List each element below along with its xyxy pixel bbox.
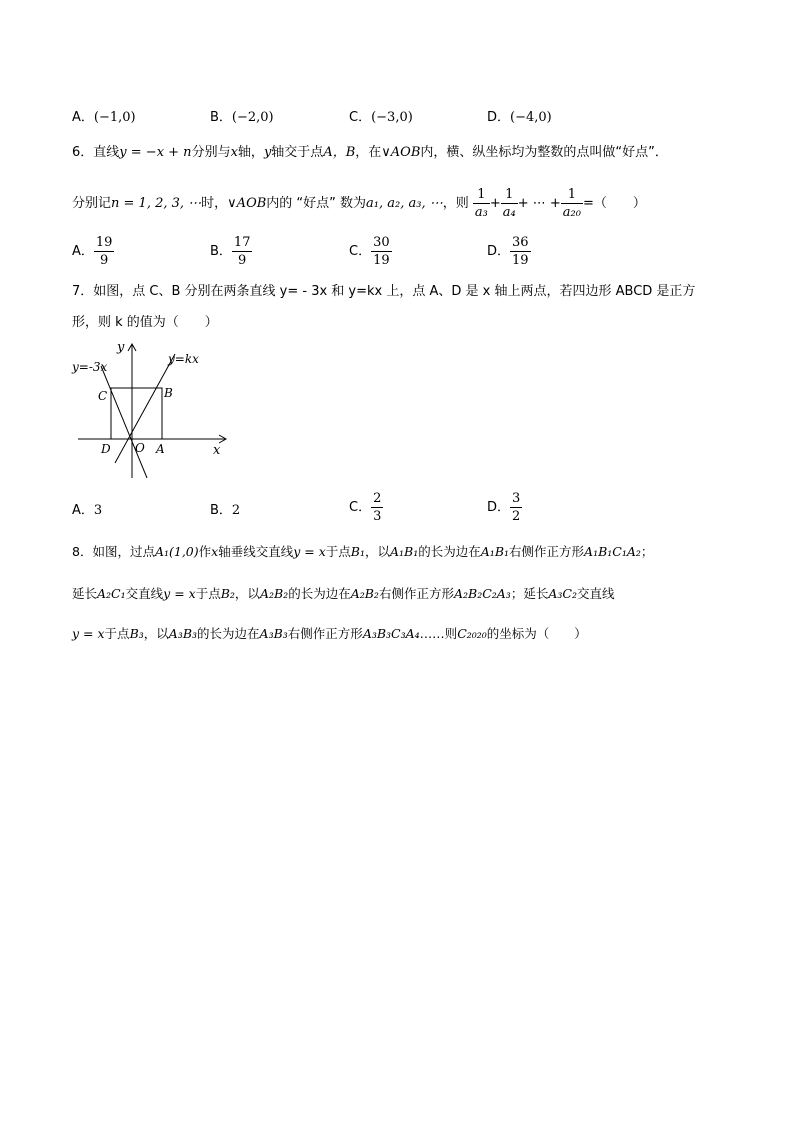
q6-line-1: 6．直线y = −x + n分别与x轴，y轴交于点A，B，在∨AOB内，横、纵坐标均为整数的点叫做“好点”． [72,145,668,160]
q7-figure [70,338,240,478]
q7-line-2: 形，则 k 的值为（ ） [72,315,218,330]
line-y-kx [115,354,175,463]
label-o: O [135,441,145,455]
q6-option-d: D． $\frac{36}{19}$ [487,235,529,268]
q7-option-c: C． $\frac{2}{3}$ [349,491,382,524]
q8-line-2: 延长A₂C₁交直线y = x于点B₂，以A₂B₂的长为边在A₂B₂右侧作正方形A₂B₂C₂A₃；延长A₃C₂交直线 [72,586,615,601]
q7-option-b: B．2 [210,503,241,518]
square-abcd [111,388,162,439]
label-x: x [213,443,221,458]
label-line-neg3x: y=-3x [72,360,108,374]
q6-option-a: A． $\frac{19}{9}$ [72,235,113,268]
q5-option-a: A．(−1,0) [72,110,136,125]
q6-line-2: 分别记n = 1, 2, 3, ⋯时，∨AOB内的 “好点” 数为a₁, a₂, a₃, ⋯，则 $\frac{1}{\text{a₃}}$ + $\frac{1}{\text{a₄}}$ + ⋯ + $\frac{1}{\text{a₂₀}}$ =（ ） [72,187,646,220]
q6-frac-a4: $\frac{1}{\text{a₄}}$ [502,187,516,220]
q8-line-1: 8．如图，过点A₁(1,0)作x轴垂线交直线y = x于点B₁，以A₁B₁的长为边在A₁B₁右侧作正方形A₁B₁C₁A₂； [72,544,654,559]
label-b: B [164,386,173,400]
q8-line-3: y = x于点B₃，以A₃B₃的长为边在A₃B₃右侧作正方形A₃B₃C₃A₄……则C₂₀₂₀的坐标为（ ） [72,626,587,641]
q6-option-c: C． $\frac{30}{19}$ [349,235,390,268]
q5-option-d: D．(−4,0) [487,110,552,125]
q7-option-a: A．3 [72,503,103,518]
q7-option-d: D． $\frac{3}{2}$ [487,491,521,524]
label-line-kx: y=kx [168,352,199,366]
q7-line-1: 7．如图，点 C、B 分别在两条直线 y= - 3x 和 y=kx 上，点 A、D 是 x 轴上两点，若四边形 ABCD 是正方 [72,284,696,299]
q6-frac-a3: $\frac{1}{\text{a₃}}$ [474,187,488,220]
line-y-neg3x [101,366,147,478]
q5-option-c: C．(−3,0) [349,110,413,125]
label-y: y [117,340,125,355]
label-c: C [98,389,108,403]
q6-frac-a20: $\frac{1}{\text{a₂₀}}$ [562,187,581,220]
q5-option-b: B．(−2,0) [210,110,274,125]
q6-option-b: B． $\frac{17}{9}$ [210,235,251,268]
label-d: D [101,442,111,456]
label-a: A [156,442,165,456]
